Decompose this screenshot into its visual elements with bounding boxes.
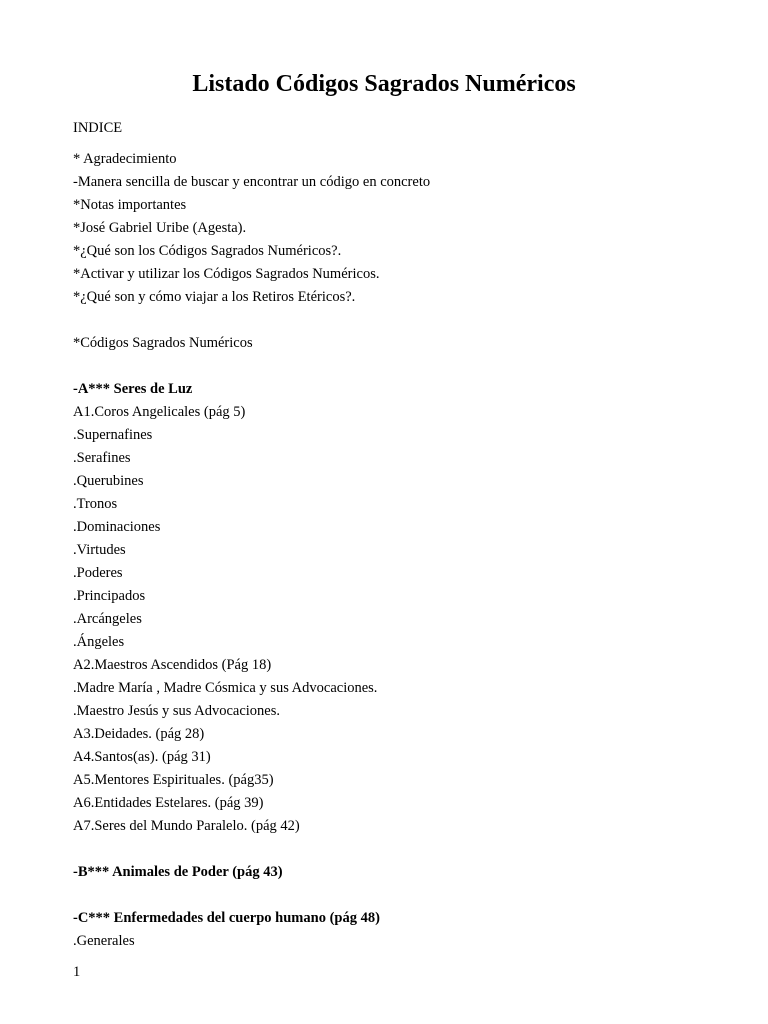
spacer <box>73 884 713 907</box>
spacer <box>73 309 713 332</box>
section-b <box>73 861 713 884</box>
spacer <box>73 140 713 148</box>
section-a-item: .Querubines <box>73 473 144 489</box>
section-a <box>73 378 713 838</box>
section-a-item: .Supernafines <box>73 427 153 443</box>
document-title: Listado Códigos Sagrados Numéricos <box>192 71 576 97</box>
section-a-item: .Madre María , Madre Cósmica y sus Advocaciones. <box>73 680 378 696</box>
section-c-item: .Generales <box>73 933 135 949</box>
section-b-heading: -B*** Animales de Poder (pág 43) <box>73 864 283 880</box>
document-content <box>73 117 713 953</box>
index-item: *Activar y utilizar los Códigos Sagrados Numéricos. <box>73 266 380 282</box>
section-c <box>73 907 713 953</box>
section-a-item: .Virtudes <box>73 542 126 558</box>
page-number: 1 <box>73 964 81 980</box>
index-item: *¿Qué son los Códigos Sagrados Numéricos?. <box>73 243 342 259</box>
section-a-item: A2.Maestros Ascendidos (Pág 18) <box>73 657 272 673</box>
index-heading: INDICE <box>73 120 123 136</box>
section-a-item: .Tronos <box>73 496 118 512</box>
section-a-item: .Arcángeles <box>73 611 142 627</box>
section-a-item: A4.Santos(as). (pág 31) <box>73 749 211 765</box>
section-a-item: .Serafines <box>73 450 131 466</box>
section-a-item: .Dominaciones <box>73 519 161 535</box>
section-a-item: A1.Coros Angelicales (pág 5) <box>73 404 246 420</box>
index-item: -Manera sencilla de buscar y encontrar un código en concreto <box>73 174 431 190</box>
section-a-heading: -A*** Seres de Luz <box>73 381 193 397</box>
index-item: *¿Qué son y cómo viajar a los Retiros Etéricos?. <box>73 289 356 305</box>
section-a-item: .Principados <box>73 588 146 604</box>
section-a-item: .Maestro Jesús y sus Advocaciones. <box>73 703 281 719</box>
section-a-item: A3.Deidades. (pág 28) <box>73 726 205 742</box>
index-list <box>73 148 713 309</box>
index-item: *José Gabriel Uribe (Agesta). <box>73 220 247 236</box>
section-a-item: A6.Entidades Estelares. (pág 39) <box>73 795 264 811</box>
spacer <box>73 355 713 378</box>
index-item: *Notas importantes <box>73 197 187 213</box>
section-a-item: .Poderes <box>73 565 123 581</box>
section-a-item: A7.Seres del Mundo Paralelo. (pág 42) <box>73 818 300 834</box>
section-a-item: A5.Mentores Espirituales. (pág35) <box>73 772 274 788</box>
spacer <box>73 838 713 861</box>
section-a-item: .Ángeles <box>73 634 125 650</box>
section-c-heading: -C*** Enfermedades del cuerpo humano (pág 48) <box>73 910 380 926</box>
index-item: * Agradecimiento <box>73 151 177 167</box>
codes-heading: *Códigos Sagrados Numéricos <box>73 335 253 351</box>
